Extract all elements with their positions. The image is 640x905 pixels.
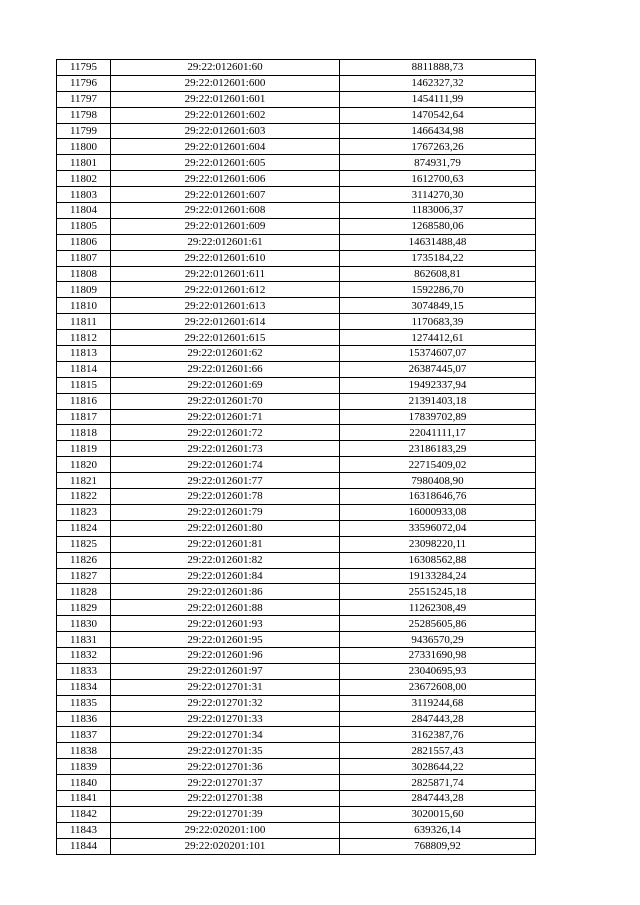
cadastral-value-cell: 768809,92: [340, 838, 536, 854]
cadastral-value-cell: 1170683,39: [340, 314, 536, 330]
cadastral-value-cell: 19133284,24: [340, 568, 536, 584]
cadastral-number-cell: 29:22:012701:31: [111, 679, 340, 695]
table-row: [57, 759, 536, 775]
row-number-cell: 11841: [57, 790, 111, 806]
table-row: [57, 298, 536, 314]
row-number-cell: 11829: [57, 600, 111, 616]
cadastral-value-cell: 33596072,04: [340, 520, 536, 536]
cadastral-value-cell: 19492337,94: [340, 377, 536, 393]
row-number-cell: 11825: [57, 536, 111, 552]
cadastral-value-cell: 1466434,98: [340, 123, 536, 139]
cadastral-number-cell: 29:22:012601:66: [111, 361, 340, 377]
row-number-cell: 11796: [57, 75, 111, 91]
cadastral-number-cell: 29:22:012601:602: [111, 107, 340, 123]
row-number-cell: 11814: [57, 361, 111, 377]
cadastral-number-cell: 29:22:012601:609: [111, 218, 340, 234]
cadastral-number-cell: 29:22:012601:77: [111, 473, 340, 489]
cadastral-value-cell: 26387445,07: [340, 361, 536, 377]
cadastral-number-cell: 29:22:012601:605: [111, 155, 340, 171]
row-number-cell: 11832: [57, 647, 111, 663]
cadastral-number-cell: 29:22:012601:69: [111, 377, 340, 393]
table-row: [57, 234, 536, 250]
cadastral-value-cell: 2821557,43: [340, 743, 536, 759]
table-row: [57, 775, 536, 791]
cadastral-number-cell: 29:22:012601:601: [111, 91, 340, 107]
table-body: [57, 60, 536, 855]
table-row: [57, 75, 536, 91]
row-number-cell: 11807: [57, 250, 111, 266]
table-row: [57, 679, 536, 695]
table-row: [57, 346, 536, 362]
cadastral-value-cell: 22715409,02: [340, 457, 536, 473]
cadastral-number-cell: 29:22:012601:61: [111, 234, 340, 250]
table-row: [57, 203, 536, 219]
row-number-cell: 11821: [57, 473, 111, 489]
row-number-cell: 11797: [57, 91, 111, 107]
cadastral-number-cell: 29:22:012701:38: [111, 790, 340, 806]
table-row: [57, 504, 536, 520]
cadastral-number-cell: 29:22:012601:79: [111, 504, 340, 520]
cadastral-number-cell: 29:22:012601:74: [111, 457, 340, 473]
cadastral-number-cell: 29:22:012701:35: [111, 743, 340, 759]
cadastral-number-cell: 29:22:012701:37: [111, 775, 340, 791]
cadastral-number-cell: 29:22:012601:96: [111, 647, 340, 663]
table-row: [57, 711, 536, 727]
table-row: [57, 806, 536, 822]
cadastral-value-cell: 17839702,89: [340, 409, 536, 425]
row-number-cell: 11837: [57, 727, 111, 743]
table-row: [57, 663, 536, 679]
row-number-cell: 11826: [57, 552, 111, 568]
cadastral-value-cell: 9436570,29: [340, 632, 536, 648]
cadastral-number-cell: 29:22:012601:95: [111, 632, 340, 648]
row-number-cell: 11809: [57, 282, 111, 298]
cadastral-value-cell: 25285605,86: [340, 616, 536, 632]
table-row: [57, 441, 536, 457]
cadastral-number-cell: 29:22:012601:84: [111, 568, 340, 584]
row-number-cell: 11827: [57, 568, 111, 584]
cadastral-value-cell: 3114270,30: [340, 187, 536, 203]
cadastral-number-cell: 29:22:012601:86: [111, 584, 340, 600]
row-number-cell: 11804: [57, 203, 111, 219]
row-number-cell: 11838: [57, 743, 111, 759]
row-number-cell: 11824: [57, 520, 111, 536]
row-number-cell: 11820: [57, 457, 111, 473]
table-row: [57, 393, 536, 409]
row-number-cell: 11812: [57, 330, 111, 346]
cadastral-value-cell: 1183006,37: [340, 203, 536, 219]
table-row: [57, 409, 536, 425]
cadastral-value-cell: 1268580,06: [340, 218, 536, 234]
table-row: [57, 790, 536, 806]
row-number-cell: 11798: [57, 107, 111, 123]
table-row: [57, 568, 536, 584]
table-row: [57, 695, 536, 711]
cadastral-number-cell: 29:22:012601:80: [111, 520, 340, 536]
row-number-cell: 11808: [57, 266, 111, 282]
table-row: [57, 187, 536, 203]
table-row: [57, 425, 536, 441]
row-number-cell: 11803: [57, 187, 111, 203]
row-number-cell: 11795: [57, 60, 111, 76]
table-row: [57, 330, 536, 346]
cadastral-number-cell: 29:22:012601:606: [111, 171, 340, 187]
cadastral-value-cell: 1767263,26: [340, 139, 536, 155]
table-row: [57, 489, 536, 505]
table-row: [57, 60, 536, 76]
cadastral-number-cell: 29:22:012601:608: [111, 203, 340, 219]
cadastral-value-cell: 2847443,28: [340, 790, 536, 806]
table-row: [57, 171, 536, 187]
cadastral-number-cell: 29:22:020201:101: [111, 838, 340, 854]
row-number-cell: 11835: [57, 695, 111, 711]
row-number-cell: 11831: [57, 632, 111, 648]
cadastral-number-cell: 29:22:012601:610: [111, 250, 340, 266]
cadastral-number-cell: 29:22:012701:34: [111, 727, 340, 743]
cadastral-number-cell: 29:22:012601:82: [111, 552, 340, 568]
table-row: [57, 218, 536, 234]
cadastral-number-cell: 29:22:012601:73: [111, 441, 340, 457]
cadastral-value-cell: 1462327,32: [340, 75, 536, 91]
cadastral-number-cell: 29:22:012701:33: [111, 711, 340, 727]
cadastral-value-cell: 3162387,76: [340, 727, 536, 743]
cadastral-number-cell: 29:22:012601:603: [111, 123, 340, 139]
cadastral-value-cell: 2847443,28: [340, 711, 536, 727]
cadastral-value-cell: 3020015,60: [340, 806, 536, 822]
cadastral-number-cell: 29:22:012601:614: [111, 314, 340, 330]
cadastral-value-cell: 1470542,64: [340, 107, 536, 123]
row-number-cell: 11842: [57, 806, 111, 822]
cadastral-number-cell: 29:22:012601:97: [111, 663, 340, 679]
row-number-cell: 11818: [57, 425, 111, 441]
table-row: [57, 123, 536, 139]
row-number-cell: 11833: [57, 663, 111, 679]
table-row: [57, 361, 536, 377]
cadastral-number-cell: 29:22:012601:604: [111, 139, 340, 155]
cadastral-value-cell: 16308562,88: [340, 552, 536, 568]
cadastral-value-cell: 8811888,73: [340, 60, 536, 76]
cadastral-value-cell: 1592286,70: [340, 282, 536, 298]
cadastral-value-cell: 3028644,22: [340, 759, 536, 775]
cadastral-value-cell: 14631488,48: [340, 234, 536, 250]
row-number-cell: 11815: [57, 377, 111, 393]
row-number-cell: 11823: [57, 504, 111, 520]
row-number-cell: 11828: [57, 584, 111, 600]
cadastral-value-cell: 27331690,98: [340, 647, 536, 663]
row-number-cell: 11801: [57, 155, 111, 171]
cadastral-value-cell: 2825871,74: [340, 775, 536, 791]
table-row: [57, 647, 536, 663]
cadastral-value-cell: 23040695,93: [340, 663, 536, 679]
cadastral-value-cell: 1612700,63: [340, 171, 536, 187]
cadastral-number-cell: 29:22:012601:60: [111, 60, 340, 76]
cadastral-number-cell: 29:22:012601:71: [111, 409, 340, 425]
cadastral-number-cell: 29:22:012601:78: [111, 489, 340, 505]
cadastral-number-cell: 29:22:012601:607: [111, 187, 340, 203]
table-row: [57, 552, 536, 568]
row-number-cell: 11839: [57, 759, 111, 775]
row-number-cell: 11811: [57, 314, 111, 330]
cadastral-number-cell: 29:22:012601:72: [111, 425, 340, 441]
cadastral-number-cell: 29:22:012601:615: [111, 330, 340, 346]
table-row: [57, 377, 536, 393]
cadastral-number-cell: 29:22:012601:613: [111, 298, 340, 314]
table-row: [57, 520, 536, 536]
table-row: [57, 91, 536, 107]
table-row: [57, 584, 536, 600]
table-row: [57, 838, 536, 854]
table-row: [57, 139, 536, 155]
cadastral-number-cell: 29:22:020201:100: [111, 822, 340, 838]
cadastral-number-cell: 29:22:012601:93: [111, 616, 340, 632]
cadastral-value-cell: 3119244,68: [340, 695, 536, 711]
row-number-cell: 11813: [57, 346, 111, 362]
cadastral-value-cell: 23672608,00: [340, 679, 536, 695]
cadastral-value-cell: 3074849,15: [340, 298, 536, 314]
row-number-cell: 11800: [57, 139, 111, 155]
cadastral-value-table: [56, 59, 536, 855]
table-row: [57, 314, 536, 330]
row-number-cell: 11810: [57, 298, 111, 314]
cadastral-value-cell: 22041111,17: [340, 425, 536, 441]
row-number-cell: 11834: [57, 679, 111, 695]
cadastral-number-cell: 29:22:012701:36: [111, 759, 340, 775]
cadastral-number-cell: 29:22:012701:39: [111, 806, 340, 822]
cadastral-number-cell: 29:22:012601:88: [111, 600, 340, 616]
cadastral-number-cell: 29:22:012601:612: [111, 282, 340, 298]
table-row: [57, 282, 536, 298]
cadastral-value-cell: 23098220,11: [340, 536, 536, 552]
cadastral-number-cell: 29:22:012601:62: [111, 346, 340, 362]
row-number-cell: 11805: [57, 218, 111, 234]
cadastral-number-cell: 29:22:012601:611: [111, 266, 340, 282]
row-number-cell: 11822: [57, 489, 111, 505]
cadastral-value-cell: 16000933,08: [340, 504, 536, 520]
cadastral-value-cell: 874931,79: [340, 155, 536, 171]
cadastral-value-cell: 1735184,22: [340, 250, 536, 266]
table-row: [57, 727, 536, 743]
row-number-cell: 11840: [57, 775, 111, 791]
cadastral-value-cell: 25515245,18: [340, 584, 536, 600]
cadastral-value-cell: 16318646,76: [340, 489, 536, 505]
row-number-cell: 11817: [57, 409, 111, 425]
table-row: [57, 250, 536, 266]
cadastral-value-cell: 639326,14: [340, 822, 536, 838]
row-number-cell: 11819: [57, 441, 111, 457]
row-number-cell: 11806: [57, 234, 111, 250]
cadastral-number-cell: 29:22:012601:70: [111, 393, 340, 409]
table-row: [57, 616, 536, 632]
row-number-cell: 11802: [57, 171, 111, 187]
cadastral-value-cell: 1274412,61: [340, 330, 536, 346]
cadastral-number-cell: 29:22:012601:81: [111, 536, 340, 552]
table-row: [57, 473, 536, 489]
row-number-cell: 11799: [57, 123, 111, 139]
row-number-cell: 11816: [57, 393, 111, 409]
cadastral-value-cell: 23186183,29: [340, 441, 536, 457]
cadastral-value-cell: 21391403,18: [340, 393, 536, 409]
cadastral-value-cell: 15374607,07: [340, 346, 536, 362]
cadastral-number-cell: 29:22:012701:32: [111, 695, 340, 711]
table-row: [57, 743, 536, 759]
table-row: [57, 155, 536, 171]
table-row: [57, 457, 536, 473]
table-row: [57, 107, 536, 123]
cadastral-value-cell: 862608,81: [340, 266, 536, 282]
table-row: [57, 266, 536, 282]
table-row: [57, 600, 536, 616]
row-number-cell: 11836: [57, 711, 111, 727]
row-number-cell: 11843: [57, 822, 111, 838]
row-number-cell: 11844: [57, 838, 111, 854]
cadastral-value-cell: 7980408,90: [340, 473, 536, 489]
cadastral-number-cell: 29:22:012601:600: [111, 75, 340, 91]
table-row: [57, 632, 536, 648]
table-row: [57, 822, 536, 838]
cadastral-value-cell: 11262308,49: [340, 600, 536, 616]
row-number-cell: 11830: [57, 616, 111, 632]
table-row: [57, 536, 536, 552]
cadastral-value-cell: 1454111,99: [340, 91, 536, 107]
